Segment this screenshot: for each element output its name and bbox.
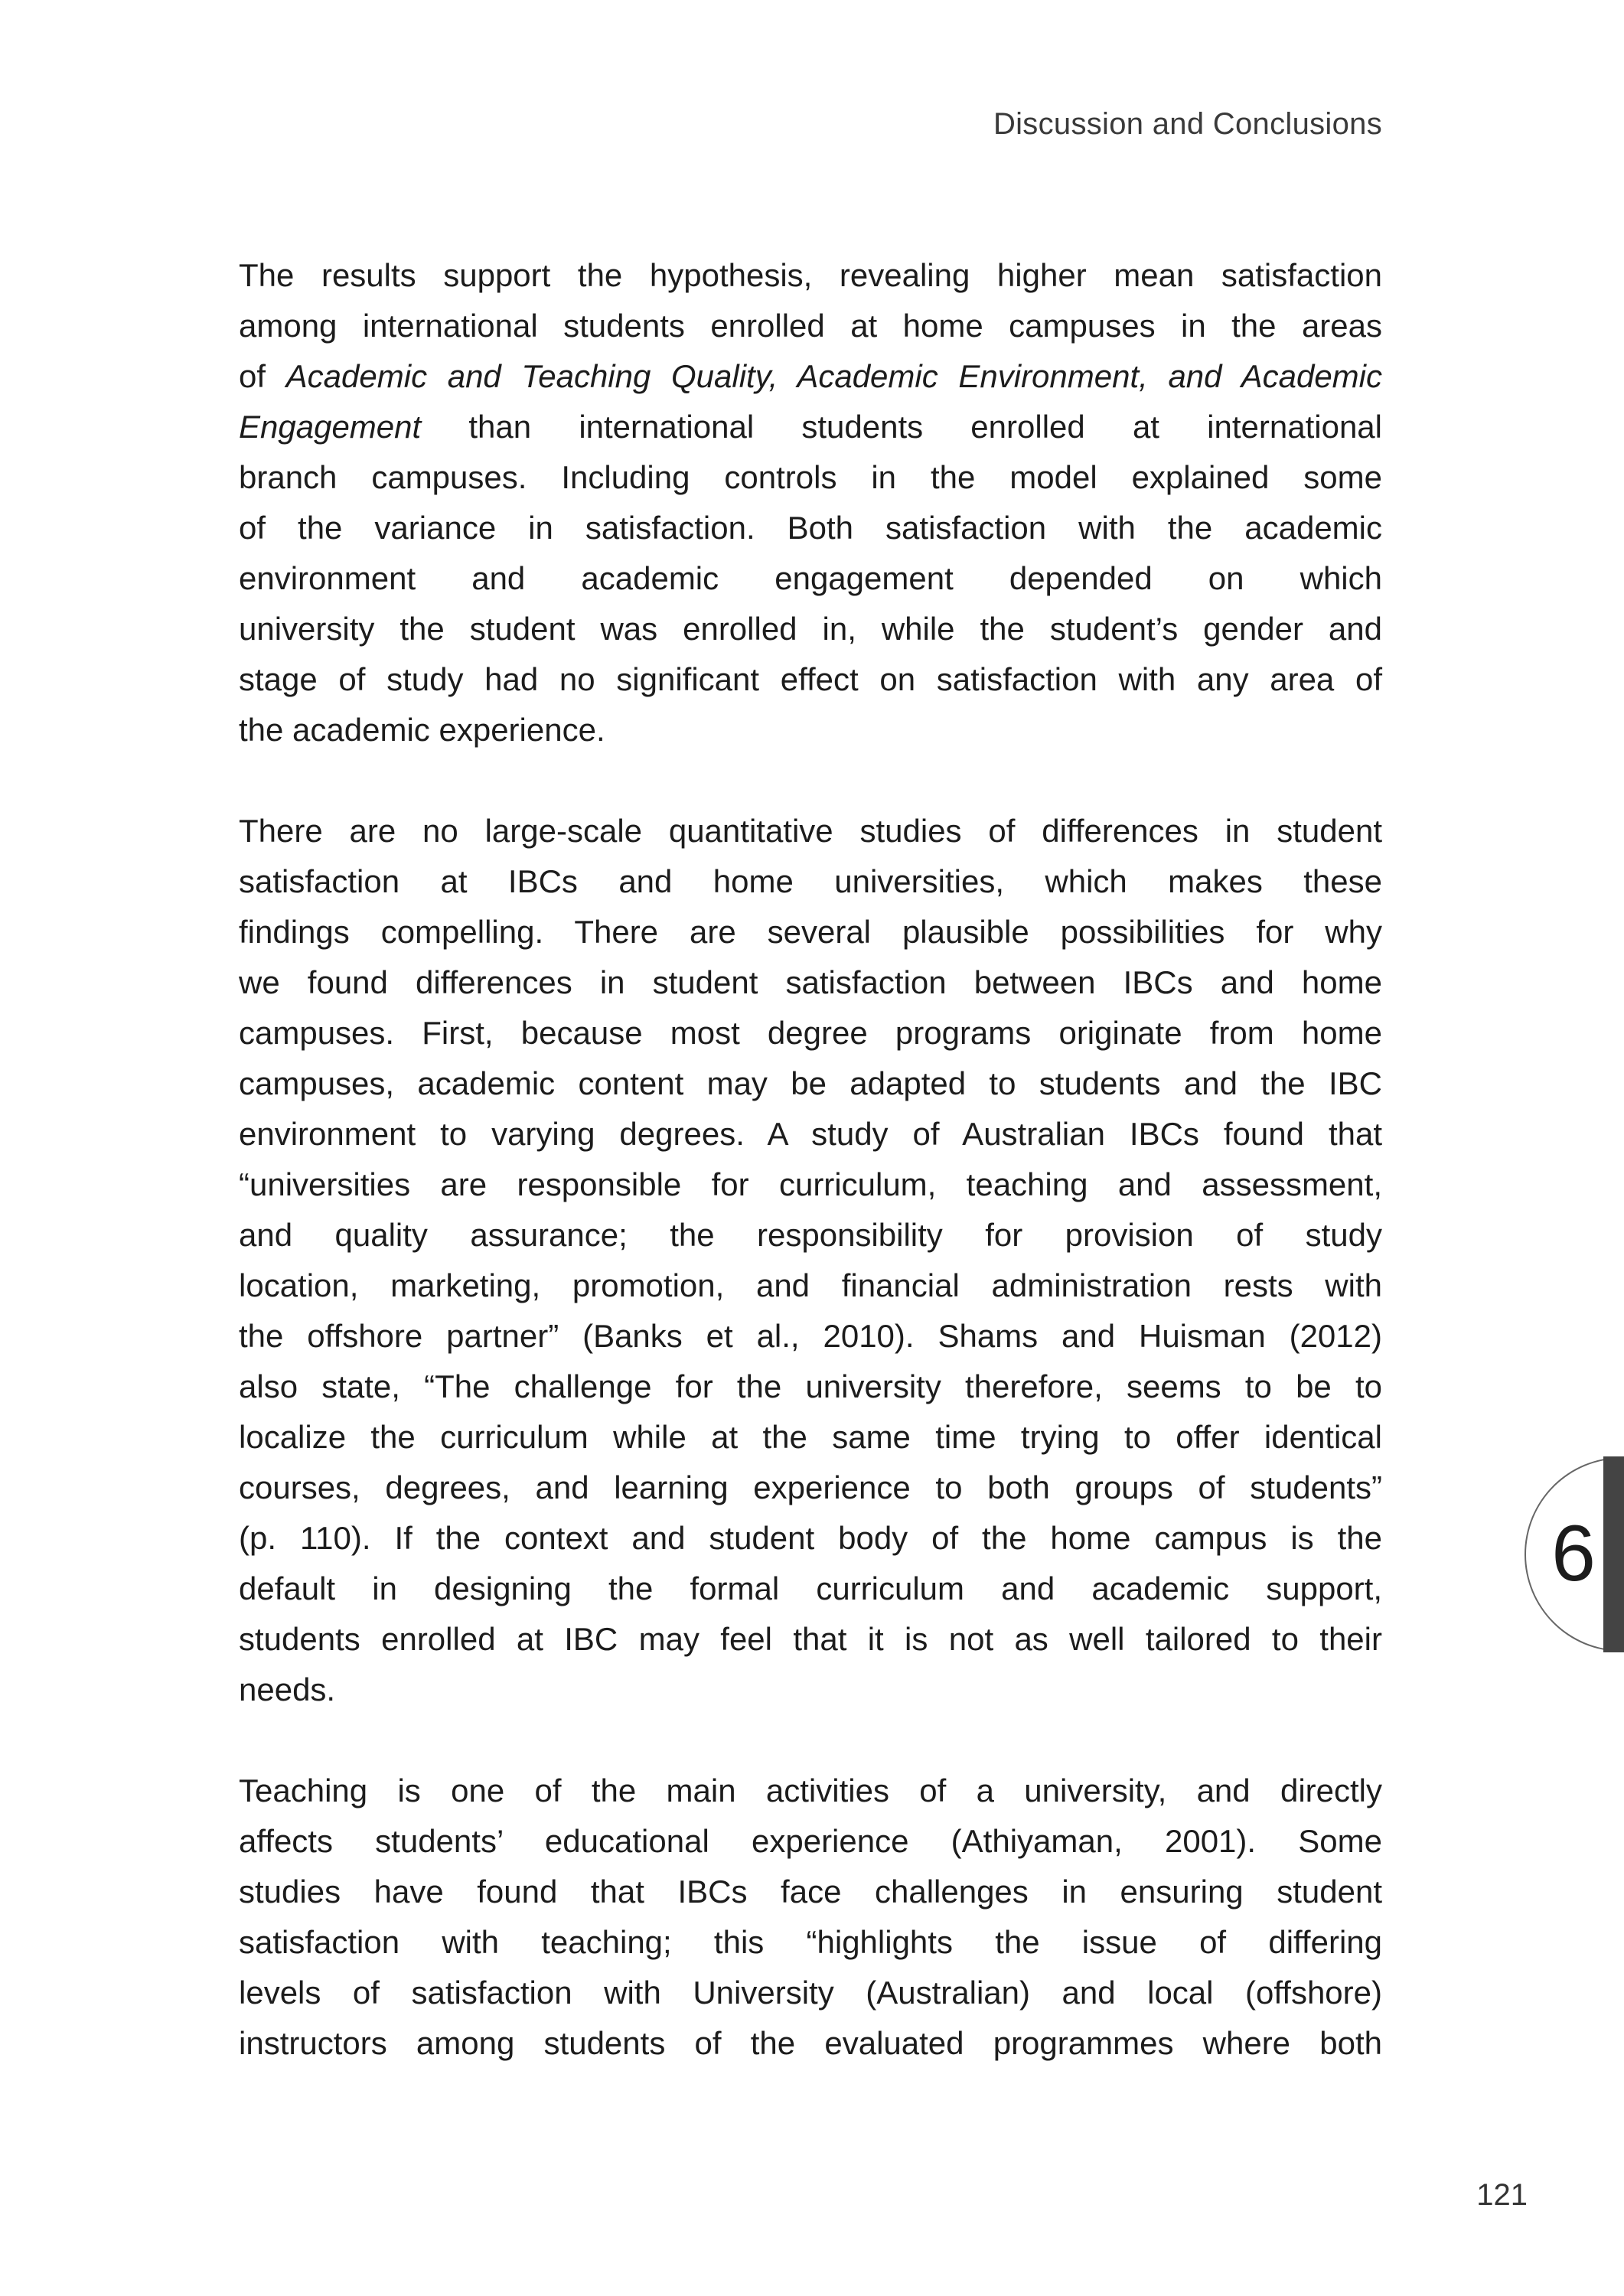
chapter-number: 6 <box>1551 1509 1596 1598</box>
text-line: courses, degrees, and learning experience to both groups of students” <box>239 1469 1382 1505</box>
text-line: and quality assurance; the responsibility for provision of study <box>239 1217 1382 1253</box>
text-line <box>239 351 1382 402</box>
text-line: stage of study had no significant effect on satisfaction with any area of <box>239 661 1382 697</box>
text-line: There are no large-scale quantitative studies of differences in student <box>239 813 1382 849</box>
text-line: (p. 110). If the context and student body of the home campus is the <box>239 1520 1382 1556</box>
running-header: Discussion and Conclusions <box>993 107 1382 141</box>
paragraph-1 <box>239 250 1382 755</box>
italic-segment: Academic and Teaching Quality, Academic Environment, and Academic <box>285 358 1382 394</box>
text-line: satisfaction at IBCs and home universities, which makes these <box>239 863 1382 899</box>
text-line: needs. <box>239 1671 336 1707</box>
text-line: branch campuses. Including controls in the model explained some <box>239 459 1382 495</box>
text-line <box>239 402 1382 452</box>
text-line: satisfaction with teaching; this “highlights the issue of differing <box>239 1924 1382 1960</box>
text-line: “universities are responsible for curriculum, teaching and assessment, <box>239 1166 1382 1202</box>
body-text <box>239 250 1382 2069</box>
text-line: affects students’ educational experience (Athiyaman, 2001). Some <box>239 1823 1382 1859</box>
text-line: instructors among students of the evaluated programmes where both <box>239 2025 1382 2061</box>
text-line: localize the curriculum while at the same time trying to offer identical <box>239 1419 1382 1455</box>
chapter-tab-bar <box>1603 1456 1624 1652</box>
text-line: the offshore partner” (Banks et al., 2010). Shams and Huisman (2012) <box>239 1318 1382 1354</box>
text-line: the academic experience. <box>239 712 605 748</box>
text-line: environment and academic engagement depended on which <box>239 560 1382 596</box>
text-line: students enrolled at IBC may feel that it is not as well tailored to their <box>239 1621 1382 1657</box>
text-line: The results support the hypothesis, revealing higher mean satisfaction <box>239 257 1382 293</box>
page-number: 121 <box>1476 2178 1528 2212</box>
italic-segment: Engagement <box>239 409 422 445</box>
paragraph-2 <box>239 806 1382 1715</box>
text-line: among international students enrolled at home campuses in the areas <box>239 308 1382 344</box>
text-line: campuses. First, because most degree programs originate from home <box>239 1015 1382 1051</box>
paragraph-3 <box>239 1766 1382 2069</box>
text-line: levels of satisfaction with University (Australian) and local (offshore) <box>239 1975 1382 2011</box>
text-line: findings compelling. There are several plausible possibilities for why <box>239 914 1382 950</box>
text-line: campuses, academic content may be adapted to students and the IBC <box>239 1065 1382 1101</box>
text-line: studies have found that IBCs face challenges in ensuring student <box>239 1874 1382 1910</box>
text-line: Teaching is one of the main activities of a university, and directly <box>239 1773 1382 1808</box>
text-line: also state, “The challenge for the university therefore, seems to be to <box>239 1368 1382 1404</box>
text-line: location, marketing, promotion, and financial administration rests with <box>239 1267 1382 1303</box>
text-line: university the student was enrolled in, while the student’s gender and <box>239 611 1382 647</box>
text-line: environment to varying degrees. A study of Australian IBCs found that <box>239 1116 1382 1152</box>
text-segment: of <box>239 358 286 394</box>
text-line: of the variance in satisfaction. Both satisfaction with the academic <box>239 510 1382 546</box>
text-line: we found differences in student satisfaction between IBCs and home <box>239 964 1382 1000</box>
text-segment: than international students enrolled at international <box>421 409 1382 445</box>
text-line: default in designing the formal curriculum and academic support, <box>239 1570 1382 1606</box>
